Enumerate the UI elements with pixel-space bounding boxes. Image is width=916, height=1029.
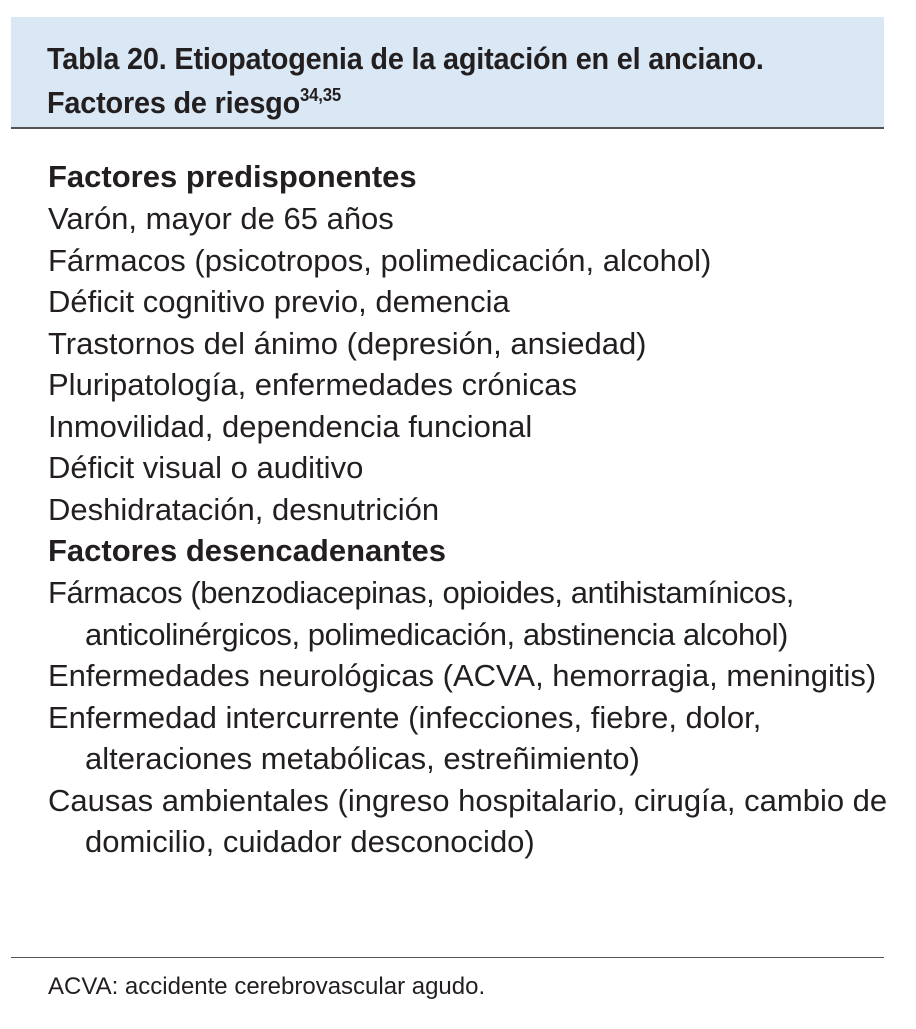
footer-divider bbox=[11, 957, 884, 958]
list-item: Fármacos (psicotropos, polimedicación, alcohol) bbox=[48, 242, 712, 278]
list-item: Deshidratación, desnutrición bbox=[48, 491, 440, 527]
footnote: ACVA: accidente cerebrovascular agudo. bbox=[48, 973, 486, 1000]
section-heading-predisponentes: Factores predisponentes bbox=[48, 159, 417, 194]
list-item: Pluripatología, enfermedades crónicas bbox=[48, 367, 578, 402]
table-title-line-1: Tabla 20. Etiopatogenia de la agitación en el anciano. bbox=[47, 41, 764, 76]
list-item: Déficit cognitivo previo, demencia bbox=[48, 284, 510, 319]
list-item: Enfermedad intercurrente (infecciones, fiebre, dolor, alteraciones metabólicas, estreñimiento) bbox=[48, 699, 762, 776]
table-title-references: 34,35 bbox=[300, 85, 341, 105]
table-header bbox=[11, 17, 884, 129]
list-item: Trastornos del ánimo (depresión, ansiedad) bbox=[48, 325, 647, 361]
table-title-line-2: Factores de riesgo bbox=[47, 85, 301, 120]
list-item: Enfermedades neurológicas (ACVA, hemorragia, meningitis) bbox=[48, 658, 877, 693]
section-heading-desencadenantes: Factores desencadenantes bbox=[48, 533, 447, 568]
list-item: Inmovilidad, dependencia funcional bbox=[48, 408, 533, 444]
list-item: Varón, mayor de 65 años bbox=[48, 201, 394, 236]
list-item: Causas ambientales (ingreso hospitalario, cirugía, cambio de domicilio, cuidador desconocido) bbox=[48, 782, 888, 859]
list-item: Fármacos (benzodiacepinas, opioides, antihistamínicos, anticolinérgicos, polimedicación, abstinencia alcohol) bbox=[48, 575, 794, 652]
list-item: Déficit visual o auditivo bbox=[48, 450, 364, 485]
table-body bbox=[48, 156, 888, 863]
table-title bbox=[47, 37, 764, 125]
